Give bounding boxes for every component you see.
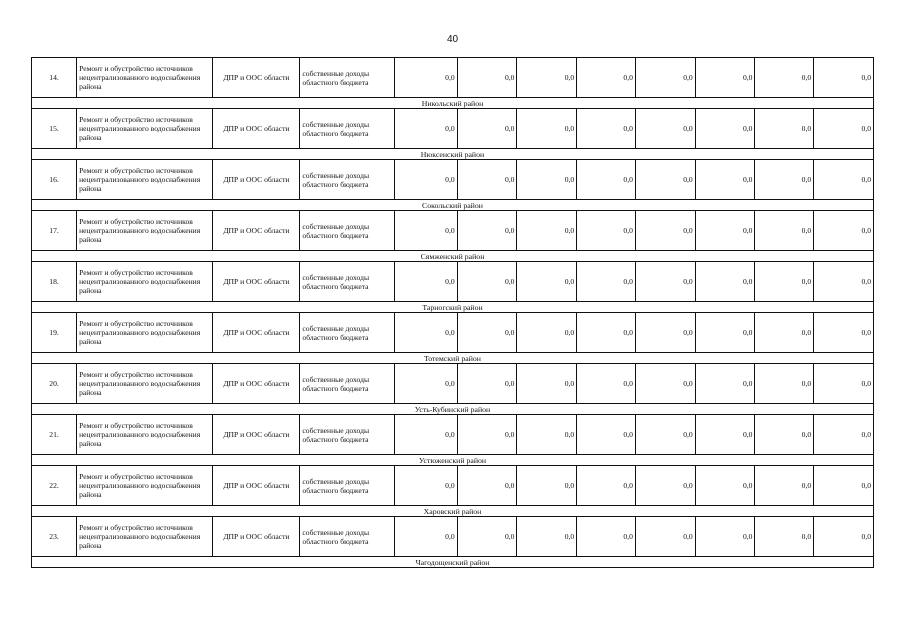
- value-cell: 0,0: [695, 415, 755, 455]
- district-row: [32, 506, 874, 517]
- table-row: [32, 313, 874, 353]
- value-cell: 0,0: [457, 364, 517, 404]
- value-cell: 0,0: [517, 211, 577, 251]
- value-cell: 0,0: [814, 517, 874, 557]
- district-label: Никольский район: [32, 98, 874, 109]
- table-row: [32, 466, 874, 506]
- measure-name: Ремонт и обустройство источников нецентрализованного водоснабжения района: [77, 58, 213, 98]
- measure-name: Ремонт и обустройство источников нецентрализованного водоснабжения района: [77, 313, 213, 353]
- district-label: Нюксенский район: [32, 149, 874, 160]
- district-row: [32, 251, 874, 262]
- district-label: Сямженский район: [32, 251, 874, 262]
- executor: ДПР и ООС области: [213, 364, 300, 404]
- funding-source: собственные доходы областного бюджета: [300, 109, 394, 149]
- value-cell: 0,0: [695, 466, 755, 506]
- row-number: 19.: [32, 313, 77, 353]
- table-row: [32, 262, 874, 302]
- value-cell: 0,0: [695, 160, 755, 200]
- row-number: 20.: [32, 364, 77, 404]
- row-number: 17.: [32, 211, 77, 251]
- value-cell: 0,0: [577, 211, 636, 251]
- value-cell: 0,0: [635, 109, 695, 149]
- district-row: [32, 404, 874, 415]
- value-cell: 0,0: [635, 211, 695, 251]
- table-row: [32, 415, 874, 455]
- value-cell: 0,0: [457, 109, 517, 149]
- executor: ДПР и ООС области: [213, 466, 300, 506]
- value-cell: 0,0: [577, 415, 636, 455]
- value-cell: 0,0: [814, 415, 874, 455]
- table-row: [32, 109, 874, 149]
- value-cell: 0,0: [457, 415, 517, 455]
- value-cell: 0,0: [755, 160, 814, 200]
- district-row: [32, 200, 874, 211]
- value-cell: 0,0: [635, 160, 695, 200]
- executor: ДПР и ООС области: [213, 517, 300, 557]
- value-cell: 0,0: [394, 262, 457, 302]
- value-cell: 0,0: [755, 415, 814, 455]
- value-cell: 0,0: [814, 262, 874, 302]
- measure-name: Ремонт и обустройство источников нецентрализованного водоснабжения района: [77, 466, 213, 506]
- value-cell: 0,0: [814, 109, 874, 149]
- row-number: 16.: [32, 160, 77, 200]
- value-cell: 0,0: [394, 364, 457, 404]
- value-cell: 0,0: [517, 109, 577, 149]
- executor: ДПР и ООС области: [213, 313, 300, 353]
- value-cell: 0,0: [814, 211, 874, 251]
- value-cell: 0,0: [695, 58, 755, 98]
- value-cell: 0,0: [394, 109, 457, 149]
- value-cell: 0,0: [755, 517, 814, 557]
- district-row: [32, 149, 874, 160]
- value-cell: 0,0: [635, 313, 695, 353]
- value-cell: 0,0: [394, 313, 457, 353]
- value-cell: 0,0: [695, 313, 755, 353]
- funding-source: собственные доходы областного бюджета: [300, 364, 394, 404]
- value-cell: 0,0: [457, 211, 517, 251]
- measure-name: Ремонт и обустройство источников нецентрализованного водоснабжения района: [77, 160, 213, 200]
- table-row: [32, 160, 874, 200]
- value-cell: 0,0: [635, 364, 695, 404]
- executor: ДПР и ООС области: [213, 415, 300, 455]
- value-cell: 0,0: [695, 364, 755, 404]
- value-cell: 0,0: [457, 58, 517, 98]
- value-cell: 0,0: [577, 364, 636, 404]
- value-cell: 0,0: [755, 109, 814, 149]
- value-cell: 0,0: [577, 109, 636, 149]
- value-cell: 0,0: [814, 58, 874, 98]
- executor: ДПР и ООС области: [213, 58, 300, 98]
- value-cell: 0,0: [577, 262, 636, 302]
- funding-source: собственные доходы областного бюджета: [300, 58, 394, 98]
- row-number: 22.: [32, 466, 77, 506]
- value-cell: 0,0: [517, 58, 577, 98]
- district-label: Устюженский район: [32, 455, 874, 466]
- value-cell: 0,0: [517, 313, 577, 353]
- funding-source: собственные доходы областного бюджета: [300, 160, 394, 200]
- value-cell: 0,0: [457, 313, 517, 353]
- value-cell: 0,0: [577, 313, 636, 353]
- row-number: 15.: [32, 109, 77, 149]
- value-cell: 0,0: [517, 517, 577, 557]
- measure-name: Ремонт и обустройство источников нецентрализованного водоснабжения района: [77, 211, 213, 251]
- value-cell: 0,0: [517, 466, 577, 506]
- value-cell: 0,0: [517, 364, 577, 404]
- value-cell: 0,0: [755, 313, 814, 353]
- value-cell: 0,0: [814, 466, 874, 506]
- table-row: [32, 364, 874, 404]
- district-label: Чагодощенский район: [32, 557, 874, 568]
- value-cell: 0,0: [517, 160, 577, 200]
- value-cell: 0,0: [457, 517, 517, 557]
- value-cell: 0,0: [394, 211, 457, 251]
- value-cell: 0,0: [755, 262, 814, 302]
- table-row: [32, 517, 874, 557]
- measure-name: Ремонт и обустройство источников нецентрализованного водоснабжения района: [77, 262, 213, 302]
- value-cell: 0,0: [814, 313, 874, 353]
- value-cell: 0,0: [517, 262, 577, 302]
- value-cell: 0,0: [577, 517, 636, 557]
- district-label: Сокольский район: [32, 200, 874, 211]
- funding-source: собственные доходы областного бюджета: [300, 415, 394, 455]
- funding-source: собственные доходы областного бюджета: [300, 517, 394, 557]
- value-cell: 0,0: [814, 160, 874, 200]
- value-cell: 0,0: [814, 364, 874, 404]
- table-body: [32, 58, 874, 568]
- funding-source: собственные доходы областного бюджета: [300, 211, 394, 251]
- value-cell: 0,0: [635, 262, 695, 302]
- executor: ДПР и ООС области: [213, 109, 300, 149]
- value-cell: 0,0: [457, 160, 517, 200]
- value-cell: 0,0: [635, 517, 695, 557]
- value-cell: 0,0: [577, 58, 636, 98]
- value-cell: 0,0: [635, 466, 695, 506]
- row-number: 14.: [32, 58, 77, 98]
- measure-name: Ремонт и обустройство источников нецентрализованного водоснабжения района: [77, 364, 213, 404]
- funding-source: собственные доходы областного бюджета: [300, 262, 394, 302]
- value-cell: 0,0: [394, 58, 457, 98]
- value-cell: 0,0: [577, 466, 636, 506]
- value-cell: 0,0: [394, 160, 457, 200]
- executor: ДПР и ООС области: [213, 211, 300, 251]
- value-cell: 0,0: [755, 466, 814, 506]
- value-cell: 0,0: [695, 109, 755, 149]
- row-number: 21.: [32, 415, 77, 455]
- value-cell: 0,0: [457, 466, 517, 506]
- budget-table: [31, 57, 874, 568]
- measure-name: Ремонт и обустройство источников нецентрализованного водоснабжения района: [77, 109, 213, 149]
- funding-source: собственные доходы областного бюджета: [300, 313, 394, 353]
- district-row: [32, 557, 874, 568]
- district-row: [32, 455, 874, 466]
- funding-source: собственные доходы областного бюджета: [300, 466, 394, 506]
- value-cell: 0,0: [394, 517, 457, 557]
- value-cell: 0,0: [394, 415, 457, 455]
- value-cell: 0,0: [577, 160, 636, 200]
- value-cell: 0,0: [755, 58, 814, 98]
- value-cell: 0,0: [635, 415, 695, 455]
- executor: ДПР и ООС области: [213, 160, 300, 200]
- value-cell: 0,0: [457, 262, 517, 302]
- table-row: [32, 211, 874, 251]
- row-number: 18.: [32, 262, 77, 302]
- value-cell: 0,0: [695, 211, 755, 251]
- district-row: [32, 353, 874, 364]
- value-cell: 0,0: [755, 364, 814, 404]
- page-number: 40: [446, 34, 459, 45]
- district-row: [32, 302, 874, 313]
- value-cell: 0,0: [695, 262, 755, 302]
- district-label: Тотемский район: [32, 353, 874, 364]
- table-row: [32, 58, 874, 98]
- executor: ДПР и ООС области: [213, 262, 300, 302]
- value-cell: 0,0: [635, 58, 695, 98]
- district-row: [32, 98, 874, 109]
- value-cell: 0,0: [695, 517, 755, 557]
- district-label: Тарногский район: [32, 302, 874, 313]
- value-cell: 0,0: [755, 211, 814, 251]
- district-label: Усть-Кубинский район: [32, 404, 874, 415]
- value-cell: 0,0: [394, 466, 457, 506]
- district-label: Харовский район: [32, 506, 874, 517]
- value-cell: 0,0: [517, 415, 577, 455]
- row-number: 23.: [32, 517, 77, 557]
- measure-name: Ремонт и обустройство источников нецентрализованного водоснабжения района: [77, 517, 213, 557]
- measure-name: Ремонт и обустройство источников нецентрализованного водоснабжения района: [77, 415, 213, 455]
